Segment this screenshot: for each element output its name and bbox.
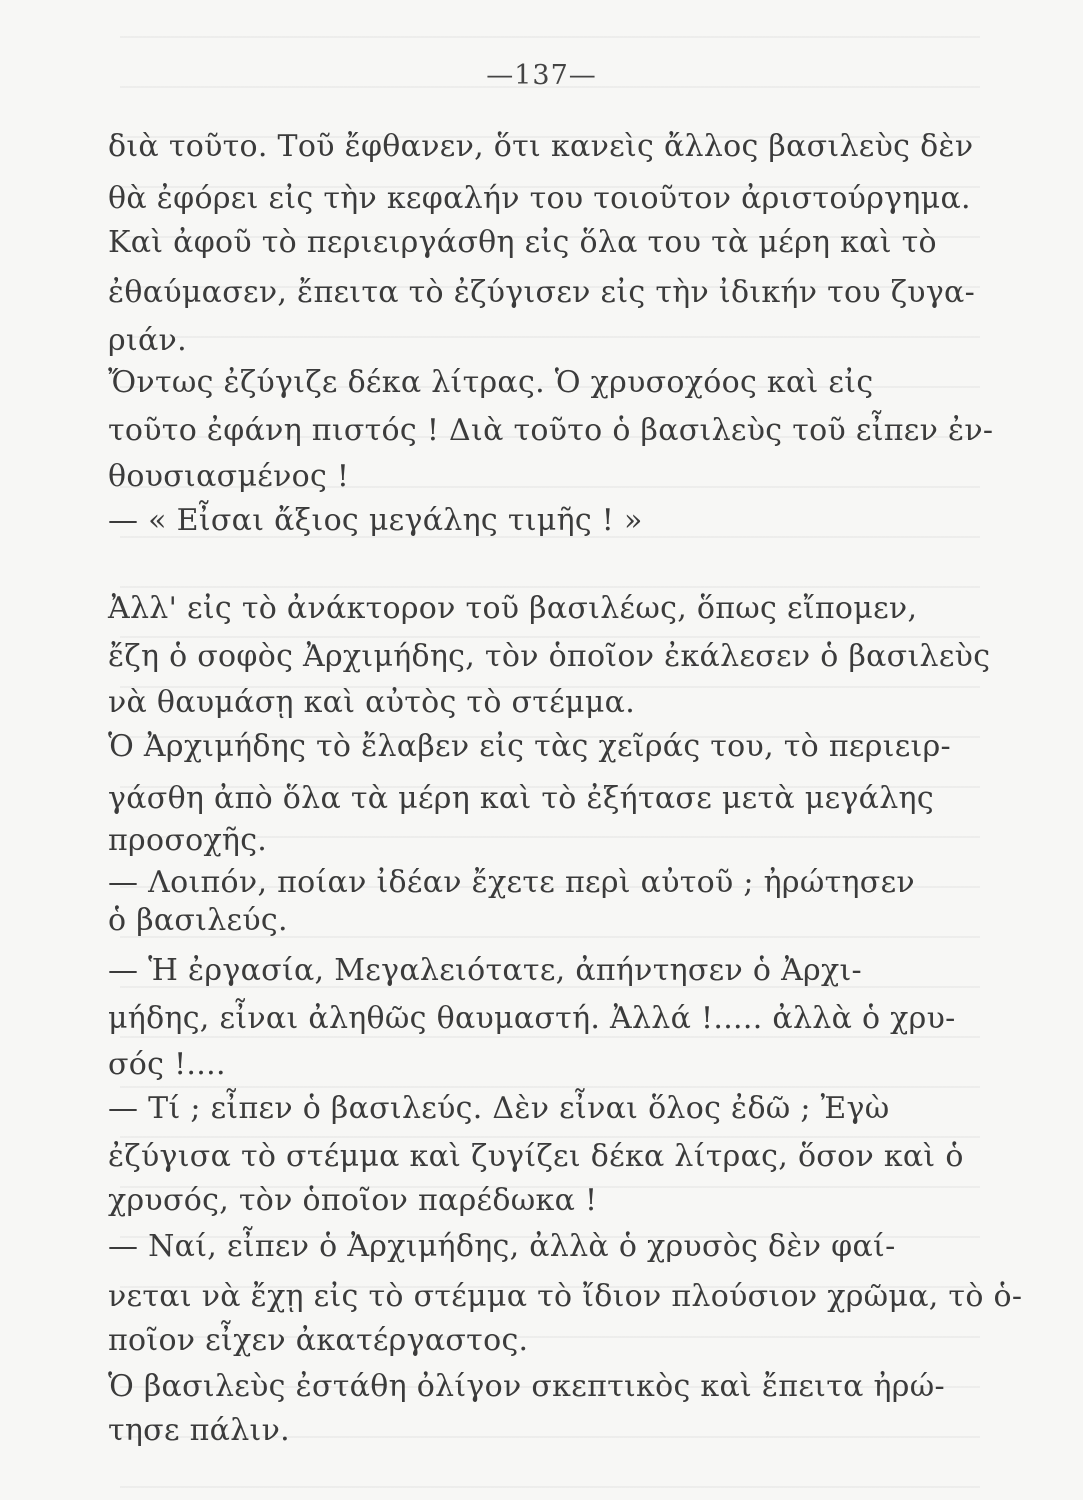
text-line: διὰ τοῦτο. Τοῦ ἔφθανεν, ὅτι κανεὶς ἄλλος βασιλεὺς δὲν <box>108 129 974 164</box>
text-line: Καὶ ἀφοῦ τὸ περιειργάσθη εἰς ὅλα του τὰ μέρη καὶ τὸ <box>108 225 937 260</box>
text-line: Ὄντως ἐζύγιζε δέκα λίτρας. Ὁ χρυσοχόος καὶ εἰς <box>108 365 874 400</box>
text-line: νὰ θαυμάσῃ καὶ αὐτὸς τὸ στέμμα. <box>108 685 636 720</box>
text-line: σός !.... <box>108 1047 226 1082</box>
text-line: Ἀλλ' εἰς τὸ ἀνάκτορον τοῦ βασιλέως, ὅπως εἴπομεν, <box>108 591 918 626</box>
text-line: Ὁ βασιλεὺς ἐστάθη ὀλίγον σκεπτικὸς καὶ ἔπειτα ἠρώ- <box>108 1369 945 1404</box>
text-line: προσοχῆς. <box>108 823 268 858</box>
text-line: ἐθαύμασεν, ἔπειτα τὸ ἐζύγισεν εἰς τὴν ἰδικήν του ζυγα- <box>108 275 976 310</box>
text-line: — « Εἶσαι ἄξιος μεγάλης τιμῆς ! » <box>108 503 643 538</box>
text-line: τοῦτο ἐφάνη πιστός ! Διὰ τοῦτο ὁ βασιλεὺς τοῦ εἶπεν ἐν- <box>108 413 994 448</box>
text-line: ριάν. <box>108 323 187 358</box>
text-line: μήδης, εἶναι ἀληθῶς θαυμαστή. Ἀλλά !..... ἀλλὰ ὁ χρυ- <box>108 1001 956 1036</box>
text-line: χρυσός, τὸν ὁποῖον παρέδωκα ! <box>108 1183 598 1218</box>
text-line: — Λοιπόν, ποίαν ἰδέαν ἔχετε περὶ αὐτοῦ ; ἠρώτησεν <box>108 865 915 900</box>
text-line: νεται νὰ ἔχῃ εἰς τὸ στέμμα τὸ ἴδιον πλούσιον χρῶμα, τὸ ὁ- <box>108 1279 1023 1314</box>
text-line: — Ἡ ἐργασία, Μεγαλειότατε, ἀπήντησεν ὁ Ἀρχι- <box>108 953 862 988</box>
text-line: ὁ βασιλεύς. <box>108 903 288 938</box>
text-line: θὰ ἐφόρει εἰς τὴν κεφαλήν του τοιοῦτον ἀριστούργημα. <box>108 181 971 216</box>
text-line: ποῖον εἶχεν ἀκατέργαστος. <box>108 1323 529 1358</box>
page-number: —137— <box>486 60 597 91</box>
text-line: γάσθη ἀπὸ ὅλα τὰ μέρη καὶ τὸ ἐξήτασε μετὰ μεγάλης <box>108 781 934 816</box>
text-line: ἐζύγισα τὸ στέμμα καὶ ζυγίζει δέκα λίτρας, ὅσον καὶ ὁ <box>108 1139 964 1174</box>
text-line: — Τί ; εἶπεν ὁ βασιλεύς. Δὲν εἶναι ὅλος ἐδῶ ; Ἐγὼ <box>108 1091 890 1126</box>
text-line: ἔζη ὁ σοφὸς Ἀρχιμήδης, τὸν ὁποῖον ἐκάλεσεν ὁ βασιλεὺς <box>108 639 991 674</box>
text-line: τησε πάλιν. <box>108 1413 290 1448</box>
text-line: — Ναί, εἶπεν ὁ Ἀρχιμήδης, ἀλλὰ ὁ χρυσὸς δὲν φαί- <box>108 1229 896 1264</box>
text-line: θουσιασμένος ! <box>108 459 350 494</box>
text-line: Ὁ Ἀρχιμήδης τὸ ἔλαβεν εἰς τὰς χεῖράς του, τὸ περιειρ- <box>108 729 951 764</box>
